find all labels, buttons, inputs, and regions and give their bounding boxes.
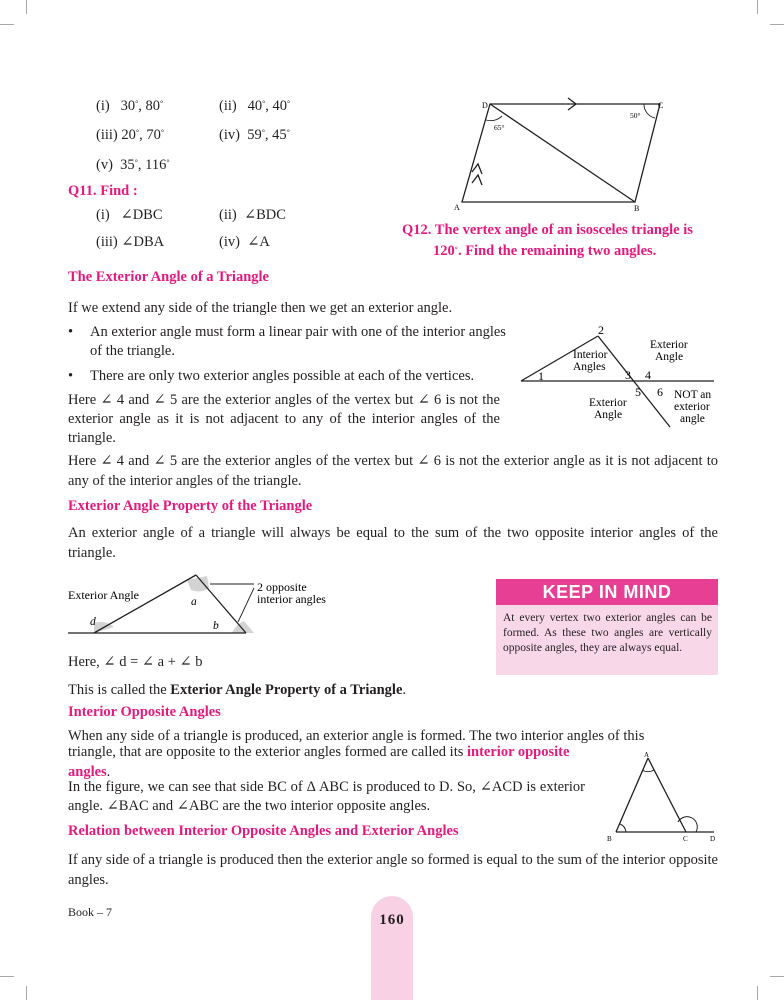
crop-mark: [757, 0, 758, 14]
exterior-angle-figure: [518, 318, 728, 430]
angle-arc: [644, 104, 655, 118]
keep-in-mind-title: KEEP IN MIND: [496, 579, 718, 605]
crop-mark: [26, 986, 27, 1000]
property-text: An exterior angle of a triangle will always be equal to the sum of the two opposite interior angles of the triangle.: [68, 525, 718, 561]
angle-num-1: 1: [538, 369, 544, 383]
relation-text: If any side of a triangle is produced then the exterior angle so formed is equal to the sum of the interior opposite angles.: [68, 852, 718, 888]
exterior-angle-heading: The Exterior Angle of a Triangle: [68, 269, 269, 285]
interior-opposite-line2: triangle, that are opposite to the exterior angles formed are called its interior opposite angles.: [68, 744, 570, 780]
shaded-angle: [232, 621, 254, 633]
angle-b-label: b: [213, 620, 219, 632]
angle-50: 50°: [630, 111, 641, 120]
not-exterior-label: angle: [680, 413, 705, 425]
exterior-bottom-label: Exterior: [589, 397, 627, 409]
q12-line2: 120°. Find the remaining two angles.: [433, 243, 657, 259]
angle-a-label: a: [191, 596, 197, 608]
exterior-angle-label: Exterior Angle: [68, 588, 139, 602]
label-a: A: [454, 203, 460, 212]
label-b: B: [607, 835, 612, 843]
angle-arc: [678, 817, 697, 832]
q10-option-ii: (ii) 40°, 40°: [219, 98, 291, 114]
exterior-explanation-1: Here ∠ 4 and ∠ 5 are the exterior angles of the vertex but ∠ 6 is not the exterior angle as it is not adjacent to any of the interior angles of the triangle.: [68, 392, 500, 446]
property-heading: Exterior Angle Property of the Triangle: [68, 498, 313, 514]
label-c: C: [683, 835, 688, 843]
called-text: This is called the Exterior Angle Property of a Triangle.: [68, 682, 407, 698]
not-exterior-label: NOT an: [674, 389, 712, 401]
angle-65: 65°: [494, 123, 505, 132]
q11-option-ii: (ii) ∠BDC: [219, 207, 286, 223]
label-b: B: [634, 204, 640, 213]
label-d: D: [710, 835, 716, 843]
exterior-top-label: Exterior: [650, 339, 688, 351]
opposite-label: 2 opposite: [257, 580, 307, 594]
angle-arc: [486, 116, 502, 121]
label-a: A: [644, 751, 650, 759]
interior-opposite-line1: When any side of a triangle is produced, an exterior angle is formed. The two interior angles of this: [68, 728, 645, 744]
parallel-arrow-icon: [472, 164, 482, 174]
crop-mark: [26, 0, 27, 14]
angle-arc: [620, 824, 626, 832]
equation: Here, ∠ d = ∠ a + ∠ b: [68, 654, 203, 670]
angle-num-5: 5: [635, 385, 641, 399]
exterior-explanation-2: Here ∠ 4 and ∠ 5 are the exterior angles of the vertex but ∠ 6 is not the exterior angle as it is not adjacent to any of the interior angles of the triangle.: [68, 453, 718, 489]
q10-option-iii: (iii) 20°, 70°: [96, 127, 165, 143]
interior-label: Angles: [573, 361, 606, 373]
triangle-abc-figure: [604, 748, 722, 844]
angle-num-4: 4: [645, 368, 651, 382]
quadrilateral-figure: [450, 96, 670, 216]
q10-option-v: (v) 35°, 116°: [96, 157, 170, 173]
angle-num-6: 6: [657, 385, 663, 399]
interior-opposite-line3: In the figure, we can see that side BC of Δ ABC is produced to D. So, ∠ACD is exterior angle. ∠BAC and ∠ABC are the two interior opposite angles.: [68, 779, 585, 814]
crop-mark: [770, 24, 784, 25]
relation-heading: Relation between Interior Opposite Angles and Exterior Angles: [68, 823, 459, 839]
q11-option-i: (i) ∠DBC: [96, 207, 163, 223]
angle-arc: [642, 770, 654, 772]
crop-mark: [0, 24, 14, 25]
diagonal-db: [490, 104, 635, 202]
keep-in-mind-text: At every vertex two exterior angles can be formed. As these two angles are vertically opposite angles, they are always equal.: [503, 612, 712, 654]
not-exterior-label: exterior: [674, 401, 710, 413]
opposite-label: interior angles: [257, 592, 326, 606]
exterior-intro: If we extend any side of the triangle then we get an exterior angle.: [68, 300, 453, 316]
angle-d-label: d: [90, 616, 96, 628]
keep-in-mind-box: [496, 579, 718, 675]
crop-mark: [0, 976, 14, 977]
q10-option-iv: (iv) 59°, 45°: [219, 127, 290, 143]
interior-label: Interior: [573, 349, 608, 361]
crop-mark: [757, 986, 758, 1000]
side-ac: [648, 758, 686, 832]
book-label: Book – 7: [68, 905, 113, 919]
angle-num-2: 2: [598, 323, 604, 337]
pointer-line: [238, 588, 254, 622]
q11-option-iii: (iii) ∠DBA: [96, 234, 165, 250]
exterior-top-label: Angle: [655, 351, 684, 363]
parallel-arrow-icon: [472, 175, 482, 185]
page-number: 160: [379, 912, 405, 928]
crop-mark: [770, 976, 784, 977]
angle-num-3: 3: [625, 368, 631, 382]
property-figure: [66, 570, 356, 642]
q10-option-i: (i) 30°, 80°: [96, 98, 164, 114]
interior-opposite-heading: Interior Opposite Angles: [68, 704, 221, 720]
exterior-bottom-label: Angle: [594, 409, 623, 421]
triangle-side: [94, 575, 196, 633]
q11-title: Q11. Find :: [68, 183, 138, 199]
side-ab: [616, 758, 648, 832]
label-c: C: [658, 101, 664, 110]
q11-option-iv: (iv) ∠A: [219, 234, 270, 250]
label-d: D: [482, 101, 488, 110]
q12-line1: Q12. The vertex angle of an isosceles triangle is: [402, 222, 693, 238]
